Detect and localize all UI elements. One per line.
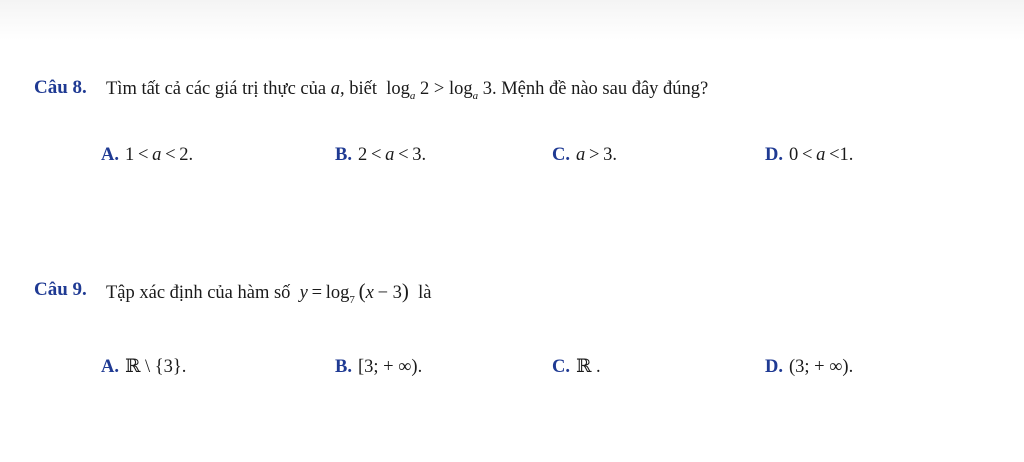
log-expression-3: $\log_7$ [325, 283, 355, 306]
log-expression-2: $\log_a 3$ [448, 79, 492, 102]
question-9-intro: Tập xác định của hàm số [106, 283, 291, 303]
question-8-var: a [330, 79, 340, 99]
q9-option-b[interactable]: B. [3; + ∞). [335, 357, 423, 377]
q9-option-c[interactable]: C. ℝ . [552, 357, 601, 377]
q8-option-d[interactable]: D. 0 < a <1. [765, 145, 854, 165]
question-9-outro: là [418, 283, 432, 303]
relation-symbol: > [433, 79, 445, 99]
question-9-label: Câu 9. [34, 279, 87, 300]
q8-option-b[interactable]: B. 2 < a < 3. [335, 145, 427, 165]
q8-option-c[interactable]: C. a > 3. [552, 145, 617, 165]
question-8-intro: Tìm tất cả các giá trị thực của [106, 79, 327, 99]
q9-option-a[interactable]: A. ℝ \ {3}. [101, 357, 187, 377]
question-8-mid: , biết [339, 79, 377, 99]
question-8-label: Câu 8. [34, 77, 87, 98]
log-expression-1: $\log_a 2$ [386, 79, 430, 102]
question-8-text [106, 77, 708, 108]
q9-option-d[interactable]: D. (3; + ∞). [765, 357, 854, 377]
question-9-text: Tập xác định của hàm số $y = \log_7 (x - 3)$ là [106, 279, 432, 306]
q8-option-a[interactable]: A. 1 < a < 2. [101, 145, 194, 165]
question-8-outro: . Mệnh đề nào sau đây đúng? [491, 79, 709, 99]
